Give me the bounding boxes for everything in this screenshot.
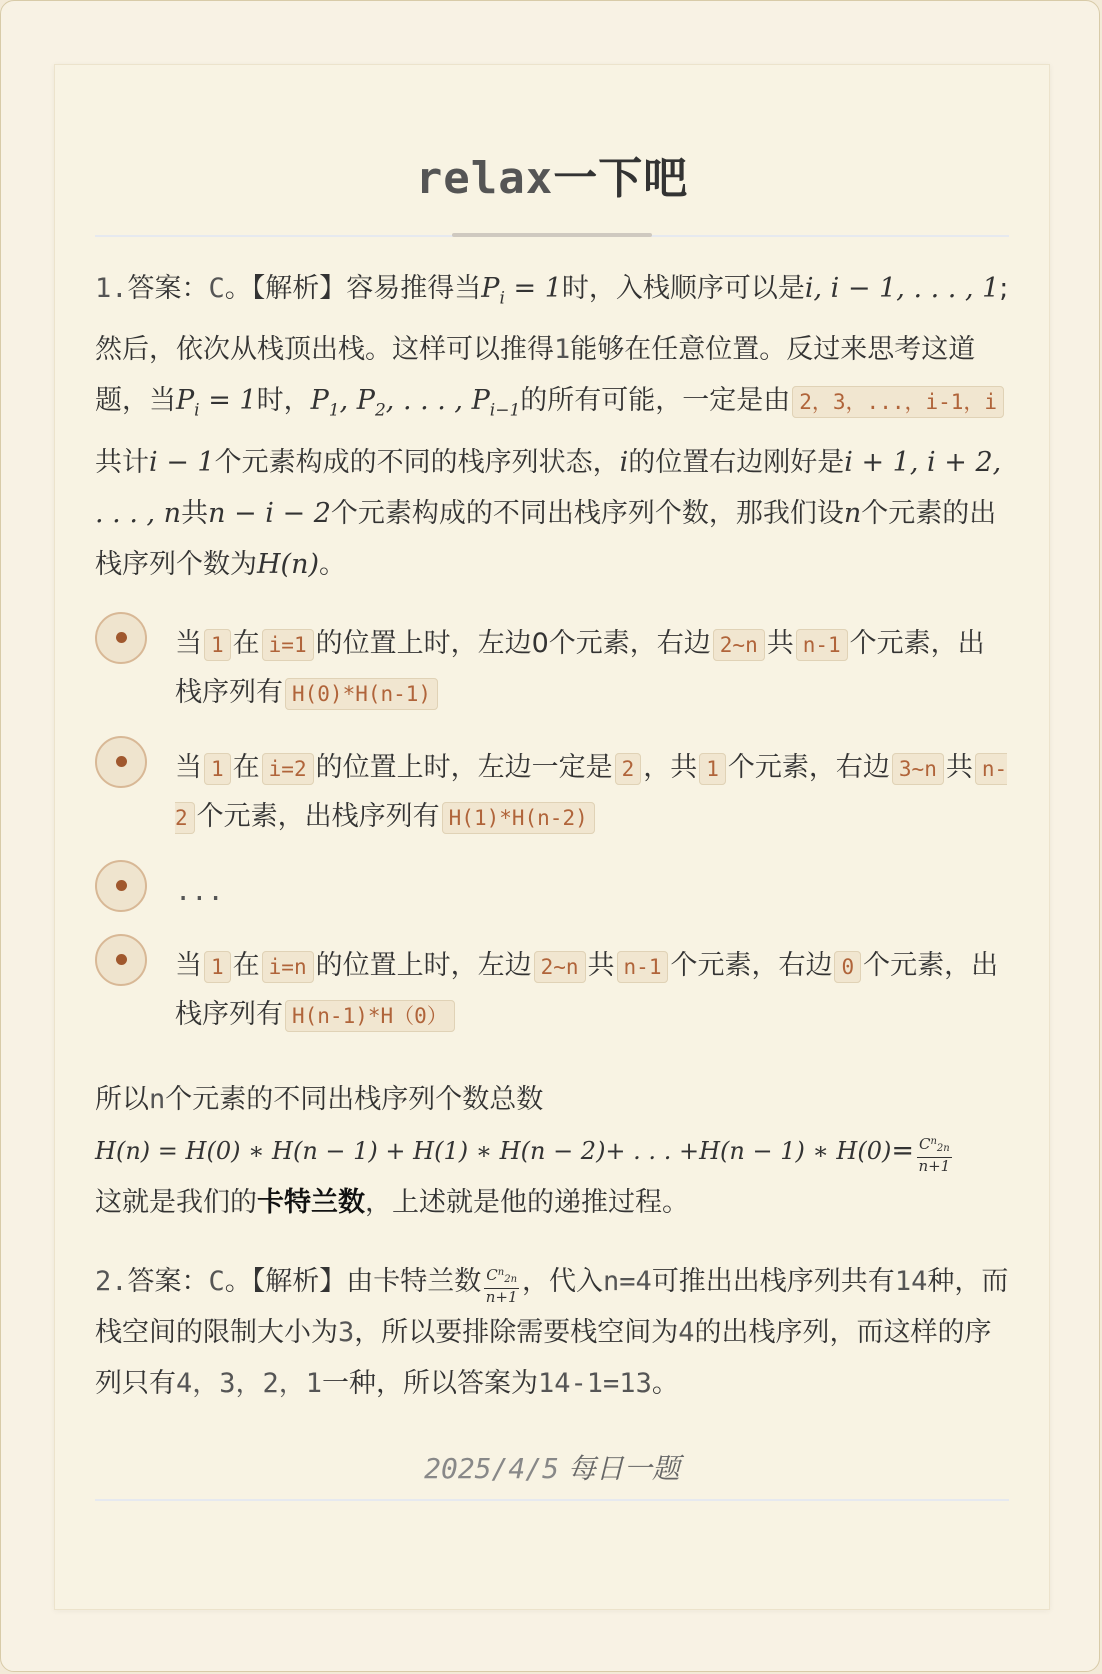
math-i-minus-1: i − 1: [149, 446, 215, 478]
q2-answer: C: [208, 1265, 225, 1297]
math-catalan-fraction: $\frac{C^n_{2n}}{n+1}$: [485, 1265, 518, 1306]
item-text: 在: [232, 949, 260, 981]
q1-text: 的位置右边刚好是: [628, 446, 845, 478]
code-chip: H(n-1)*H（0）: [285, 1000, 455, 1032]
math-i: i: [619, 446, 629, 478]
item-text: 个元素，出栈序列有: [175, 949, 999, 1030]
q1-text: 时，入栈顺序可以是: [561, 273, 805, 304]
list-item: [95, 942, 1009, 1040]
math-right-seq: i + 1, i + 2, . . . , n: [95, 446, 1002, 529]
q2-n4b: 4: [678, 1316, 695, 1348]
q1-text: 共: [181, 497, 209, 529]
q2-n4: n=4: [603, 1265, 652, 1297]
answer-1-paragraph: [95, 263, 1009, 590]
code-chip: 3~n: [892, 753, 944, 785]
code-chip: i=2: [262, 753, 314, 785]
title-divider: [95, 211, 1009, 237]
code-chip: n-1: [617, 951, 669, 983]
item-ellipsis: ...: [175, 875, 224, 907]
title-accent-bar: [452, 233, 652, 237]
code-chip: n-1: [796, 629, 848, 661]
summary-eq: =: [891, 1134, 914, 1166]
item-text: 当: [175, 949, 202, 981]
item-text: 共: [587, 949, 615, 981]
q2-answer-label: 答案：: [127, 1265, 209, 1297]
title-rest: 一下吧: [553, 153, 689, 204]
math-p-list: $P_1$, $P_2$, . . . , $P_{i-1}$: [310, 385, 521, 421]
code-chip: i=n: [262, 951, 314, 983]
footer-label: 每日一题: [567, 1451, 680, 1485]
math-catalan-recurrence: H(n) = H(0) ∗ H(n − 1) + H(1) ∗ H(n − 2)+ . . . +H(n − 1) ∗ H(0): [95, 1136, 892, 1165]
answer-2-paragraph: [95, 1256, 1009, 1409]
title-mono: relax: [415, 153, 554, 204]
q2-text: 可推出出栈序列共有: [651, 1265, 895, 1297]
item-text: 共: [945, 751, 973, 783]
item-text: 的位置上时，左边: [315, 949, 532, 981]
item-text: 个元素，右边: [670, 949, 833, 981]
content-card: [54, 64, 1050, 1610]
summary-text: 所以: [95, 1083, 149, 1115]
math-n: n: [843, 497, 862, 529]
q2-text: ，代入: [522, 1265, 604, 1297]
bullet-dot-icon: [95, 612, 147, 664]
case-list: [95, 620, 1009, 1040]
math-n-i-2: n − i − 2: [208, 497, 331, 529]
item-text: 在: [232, 751, 260, 783]
code-chip: 2~n: [713, 629, 765, 661]
q1-text: 个元素构成的不同的栈序列状态，: [214, 446, 620, 478]
list-item: [95, 620, 1009, 718]
code-chip: n-2: [175, 753, 1007, 834]
q1-text: 的所有可能，一定是由: [520, 385, 791, 417]
summary-n: n: [149, 1083, 166, 1115]
math-pi-eq-1: $P_i = 1$: [481, 273, 562, 309]
code-chip: 0: [834, 951, 861, 983]
math-pi-eq-1: $P_i = 1$: [176, 385, 257, 421]
q2-text: 。: [651, 1367, 679, 1399]
footer-divider: [95, 1499, 1009, 1501]
q1-text: 能够在任意位置。反过来思考这道题，当: [95, 334, 976, 417]
q1-text: 共计: [95, 446, 149, 478]
summary-text: 个元素的不同出栈序列个数总数: [165, 1083, 544, 1115]
code-chip: H(0)*H(n-1): [285, 678, 438, 710]
item-text: 的位置上时，左边0个元素，右边: [315, 627, 711, 659]
q1-text: 个元素的出栈序列个数为: [95, 497, 997, 580]
code-chip: 1: [204, 629, 231, 661]
q2-number: 2.: [95, 1265, 128, 1297]
q1-analysis-tag: 。【解析】: [224, 273, 347, 304]
item-text: 个元素，右边: [727, 751, 890, 783]
q1-text: 个元素构成的不同出栈序列个数，那我们设: [330, 497, 844, 529]
page-title: [95, 65, 1009, 211]
q2-text: 种，而栈空间的限制大小为: [95, 1265, 1009, 1348]
summary-text: ，上述就是他的递推过程。: [365, 1186, 689, 1218]
q2-analysis-tag: 。【解析】: [224, 1265, 347, 1297]
q2-text: 一种，所以答案为: [322, 1367, 539, 1399]
math-hn: H(n): [257, 548, 320, 580]
q1-number: 1.: [95, 273, 128, 304]
q2-result: 14-1=13: [538, 1367, 652, 1399]
item-text: 的位置上时，左边一定是: [315, 751, 613, 783]
bullet-dot-icon: [95, 860, 147, 912]
q2-text: ，所以要排除需要栈空间为: [354, 1316, 679, 1348]
q2-n3: 3: [338, 1316, 355, 1348]
footer: [95, 1445, 1009, 1493]
list-item: [95, 868, 1009, 916]
q1-text: 容易推得当: [346, 273, 482, 304]
catalan-bold: 卡特兰数: [257, 1186, 365, 1218]
summary-text: 这就是我们的: [95, 1186, 257, 1218]
item-text: 当: [175, 627, 202, 659]
bullet-dot-icon: [95, 736, 147, 788]
q2-text: 的出栈序列，而这样的序列只有: [95, 1316, 992, 1399]
code-chip: H(1)*H(n-2): [442, 802, 595, 834]
code-chip: 1: [699, 753, 726, 785]
q1-answer: C: [208, 273, 225, 304]
code-sequence: 2，3，...，i-1，i: [792, 386, 1004, 418]
q2-seq: 4，3，2，1: [176, 1367, 323, 1399]
q1-answer-label: 答案：: [127, 273, 209, 304]
q2-n14: 14: [894, 1265, 928, 1297]
code-chip: 2: [615, 753, 642, 785]
item-text: 个元素，出栈序列有: [175, 627, 985, 708]
list-item: [95, 744, 1009, 842]
q1-text: ;然后，依次从栈顶出栈。这样可以推得: [95, 273, 1009, 366]
summary-paragraph: [95, 1074, 1009, 1228]
code-chip: 1: [204, 951, 231, 983]
math-catalan-fraction: $\frac{C^n_{2n}}{n+1}$: [918, 1134, 951, 1175]
q1-text: 。: [319, 548, 347, 580]
bullet-dot-icon: [95, 934, 147, 986]
footer-date: 2025/4/5: [424, 1451, 559, 1485]
code-chip: 1: [204, 753, 231, 785]
card-inner: [95, 65, 1009, 1501]
item-text: 当: [175, 751, 202, 783]
q1-text: 时，: [256, 385, 311, 417]
item-text: 共: [766, 627, 794, 659]
item-text: 个元素，出栈序列有: [196, 800, 440, 832]
code-chip: 2~n: [534, 951, 586, 983]
code-chip: i=1: [262, 629, 314, 661]
q1-one: 1: [554, 334, 571, 366]
item-text: ，共: [643, 751, 698, 783]
math-sequence: i, i − 1, . . . , 1: [804, 273, 1000, 304]
item-text: 在: [232, 627, 260, 659]
q2-text: 由卡特兰数: [346, 1265, 482, 1297]
